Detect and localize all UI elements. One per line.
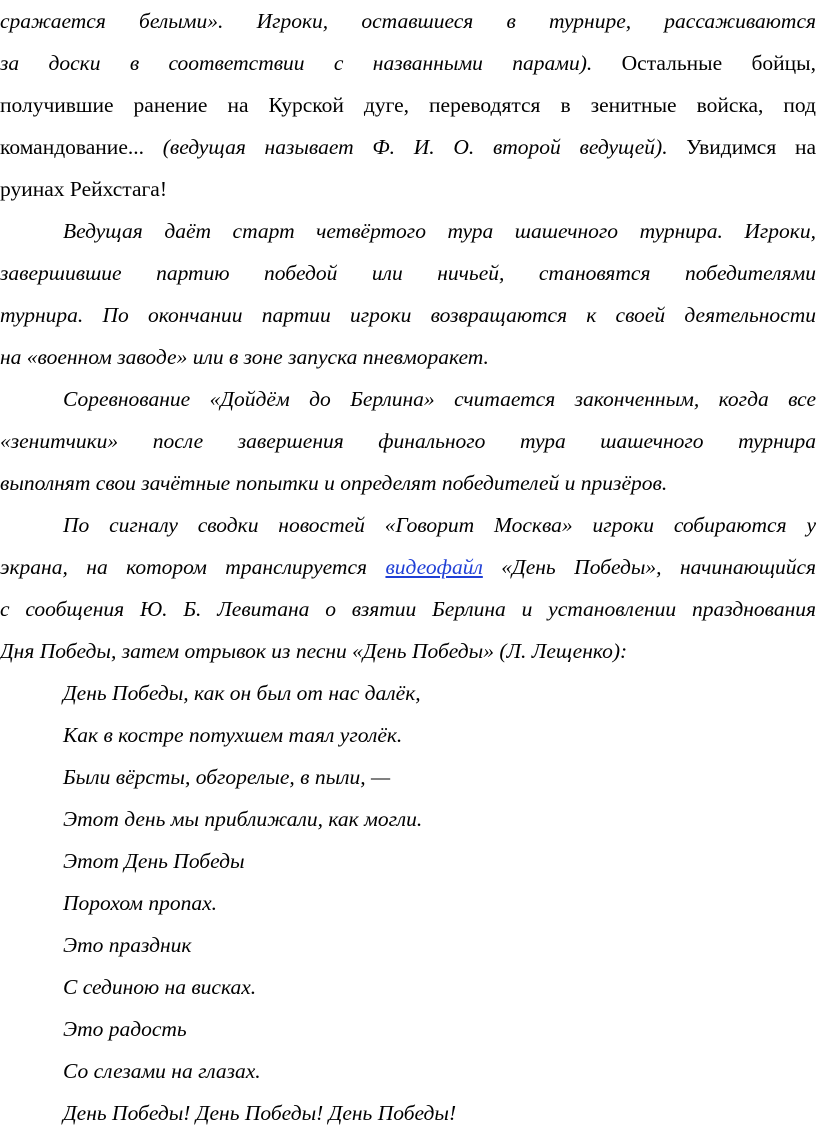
paragraph-line: [0, 42, 816, 84]
paragraph-line: на «военном заводе» или в зоне запуска пневморакет.: [0, 345, 489, 369]
verse-line: День Победы! День Победы! День Победы!: [63, 1101, 457, 1125]
verse-line: Порохом пропах.: [63, 891, 218, 915]
paragraph-line: Дня Победы, затем отрывок из песни «День Победы» (Л. Лещенко):: [0, 639, 628, 663]
verse-line: Это радость: [63, 1017, 187, 1041]
text: экрана, на котором транслируется: [0, 555, 386, 579]
paragraph-line: Соревнование «Дойдём до Берлина» считается законченным, когда все: [63, 387, 816, 411]
paragraph-line: руинах Рейхстага!: [0, 177, 168, 201]
paragraph-line: с сообщения Ю. Б. Левитана о взятии Берлина и установлении празднования: [0, 597, 816, 621]
text: «День Победы», начинающийся: [482, 555, 816, 579]
paragraph-line: Ведущая даёт старт четвёртого тура шашечного турнира. Игроки,: [63, 219, 816, 243]
text: Увидимся на: [667, 135, 816, 159]
verse-line: Этот день мы приближали, как могли.: [63, 807, 423, 831]
paragraph-line: получившие ранение на Курской дуге, переводятся в зенитные войска, под: [0, 93, 816, 117]
paragraph-line: сражается белыми». Игроки, оставшиеся в турнире, рассаживаются: [0, 9, 816, 33]
video-file-link[interactable]: видеофайл: [385, 555, 483, 579]
verse-line: День Победы, как он был от нас далёк,: [63, 681, 421, 705]
verse-line: Со слезами на глазах.: [63, 1059, 261, 1083]
paragraph-line: «зенитчики» после завершения финального тура шашечного турнира: [0, 429, 816, 453]
verse-line: Этот День Победы: [63, 849, 245, 873]
paragraph-line: завершившие партию победой или ничьей, становятся победителями: [0, 261, 816, 285]
text: командование...: [0, 135, 163, 159]
paragraph-line: [0, 546, 816, 588]
verse-line: Были вёрсты, обгорелые, в пыли, —: [63, 765, 391, 789]
italic-text: за доски в соответствии с названными парами).: [0, 51, 593, 75]
text: Остальные бойцы,: [592, 51, 816, 75]
verse-line: С сединою на висках.: [63, 975, 257, 999]
paragraph-line: турнира. По окончании партии игроки возвращаются к своей деятельности: [0, 303, 816, 327]
verse-line: Это праздник: [63, 933, 192, 957]
paragraph-line: [0, 126, 816, 168]
italic-text: (ведущая называет Ф. И. О. второй ведущей).: [162, 135, 668, 159]
paragraph-line: По сигналу сводки новостей «Говорит Москва» игроки собираются у: [63, 513, 816, 537]
paragraph-line: выполнят свои зачётные попытки и определят победителей и призёров.: [0, 471, 668, 495]
verse-line: Как в костре потухшем таял уголёк.: [63, 723, 403, 747]
